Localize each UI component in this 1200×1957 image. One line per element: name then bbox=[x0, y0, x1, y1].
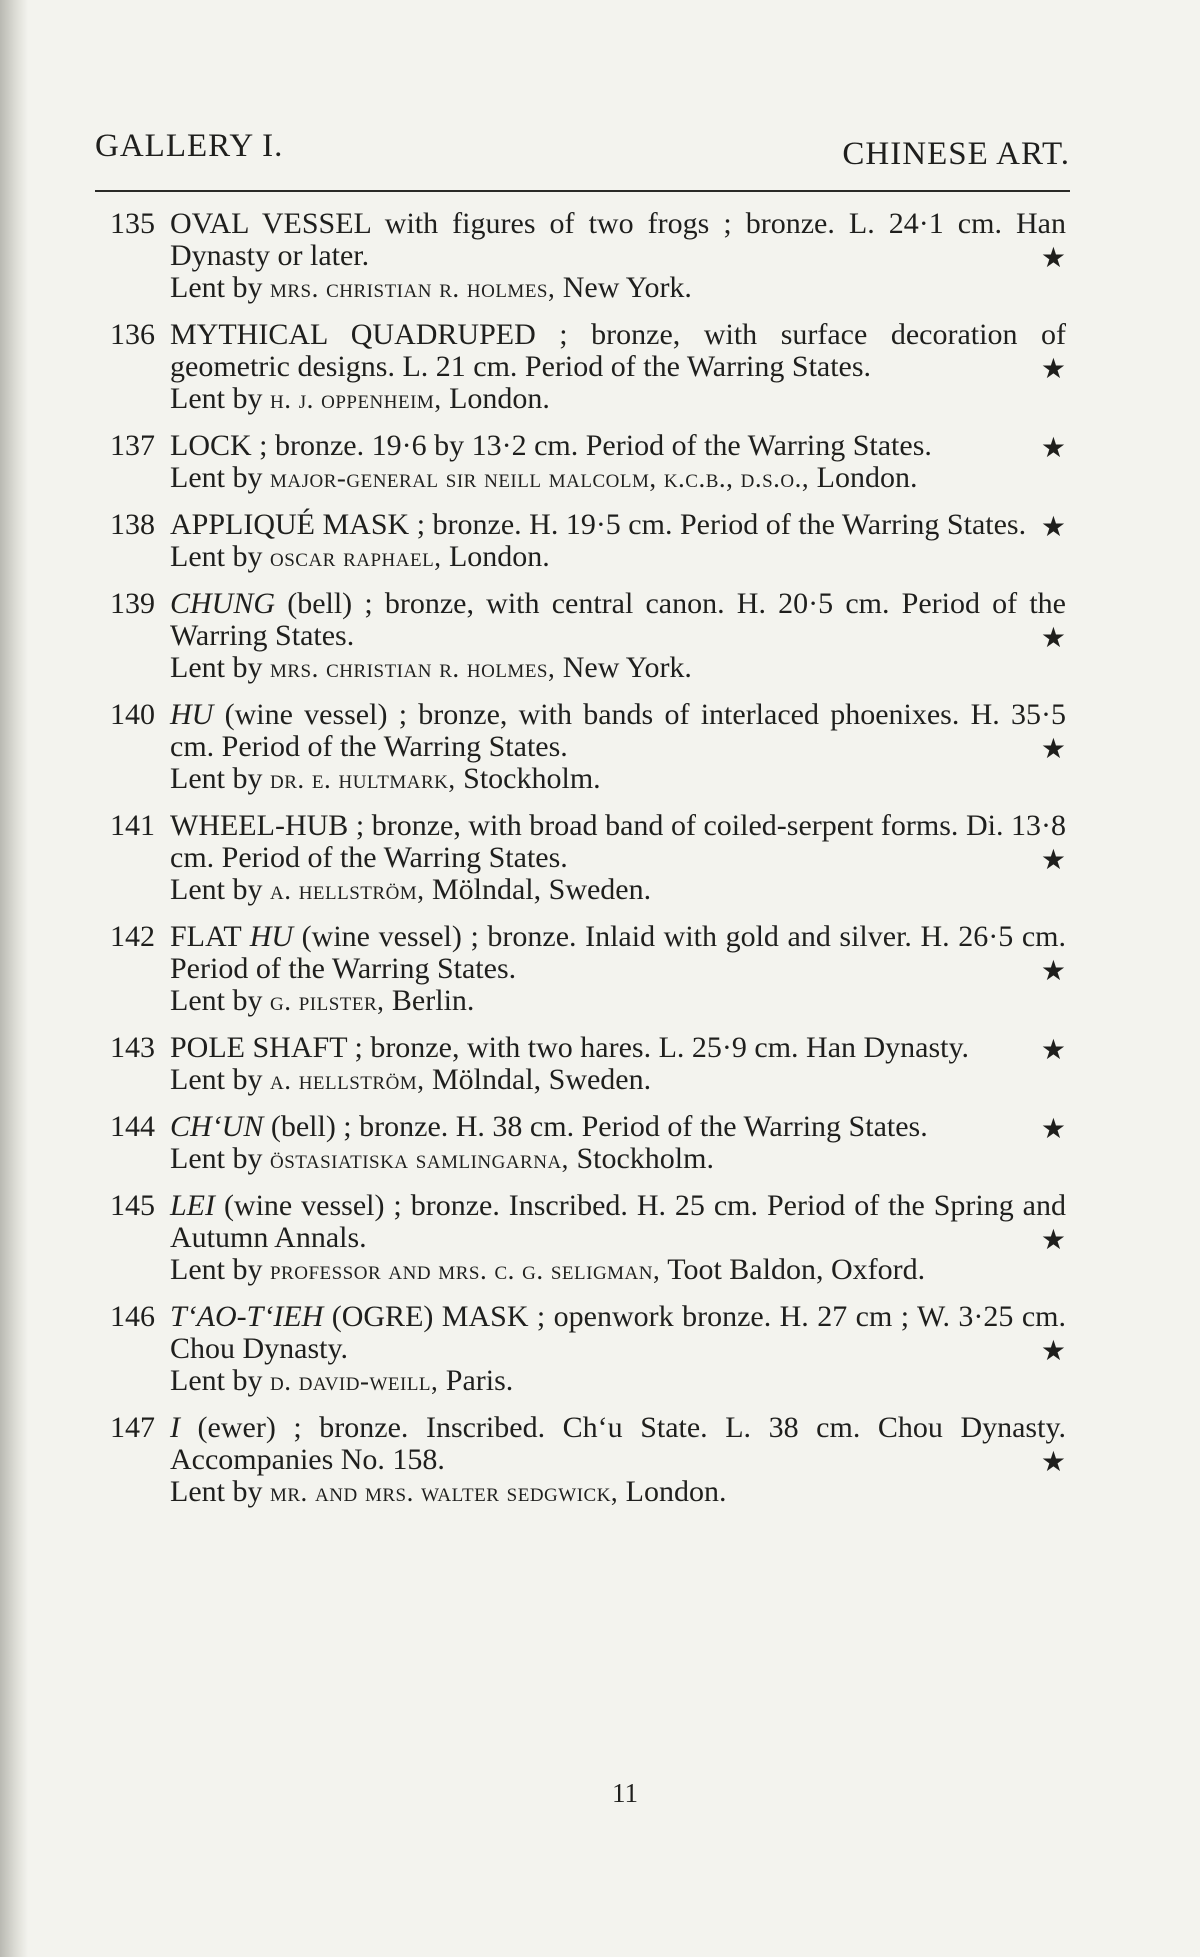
lender-place: Stockholm. bbox=[576, 1142, 714, 1175]
entry-lender-line bbox=[170, 763, 1066, 795]
lent-by-prefix: Lent by bbox=[170, 271, 263, 304]
lent-by-prefix: Lent by bbox=[170, 1253, 263, 1286]
entry-text: (wine vessel) ; bronze. Inscribed. H. 25 cm. Period of the Spring and Autumn Annals. bbox=[170, 1189, 1066, 1254]
entry-description bbox=[170, 208, 1070, 304]
catalogue-entry bbox=[110, 1301, 1070, 1397]
star-icon: ★ bbox=[1040, 1334, 1066, 1367]
star-icon: ★ bbox=[1040, 510, 1066, 543]
lender-place: London. bbox=[448, 540, 550, 573]
entry-number: 141 bbox=[110, 809, 155, 842]
lent-by-prefix: Lent by bbox=[170, 1142, 263, 1175]
entry-description bbox=[170, 430, 1070, 494]
entry-romanized-name: HU bbox=[170, 698, 214, 731]
catalogue-entry bbox=[110, 1032, 1070, 1096]
lent-by-prefix: Lent by bbox=[170, 984, 263, 1017]
lent-by-prefix: Lent by bbox=[170, 540, 263, 573]
lender-name: mr. and mrs. walter sedgwick, bbox=[269, 1477, 619, 1507]
entry-text: APPLIQUÉ MASK ; bronze. H. 19·5 cm. Period of the Warring States. bbox=[170, 508, 1027, 541]
entry-text: LOCK ; bronze. 19·6 by 13·2 cm. Period of the Warring States. bbox=[170, 429, 932, 462]
star-icon: ★ bbox=[1040, 352, 1066, 385]
entry-number: 147 bbox=[110, 1411, 155, 1444]
entry-number: 138 bbox=[110, 508, 155, 541]
entry-text: (wine vessel) ; bronze. Inlaid with gold and silver. H. 26·5 cm. Period of the Warring States. bbox=[170, 920, 1066, 985]
entry-text: OVAL VESSEL with figures of two frogs ; bronze. L. 24·1 cm. Han Dynasty or later. bbox=[170, 207, 1066, 272]
running-header bbox=[95, 128, 1070, 188]
lender-place: Berlin. bbox=[391, 984, 475, 1017]
star-icon: ★ bbox=[1040, 843, 1066, 876]
catalogue-entry bbox=[110, 810, 1070, 906]
entry-romanized-name: T‘AO-T‘IEH bbox=[170, 1300, 324, 1333]
entry-romanized-name: CHUNG bbox=[170, 587, 276, 620]
entry-description bbox=[170, 1111, 1070, 1175]
entry-lender-line bbox=[170, 652, 1066, 684]
lender-name: oscar raphael, bbox=[269, 542, 442, 572]
page-binding-shadow bbox=[0, 0, 28, 1957]
lender-place: Toot Baldon, Oxford. bbox=[667, 1253, 926, 1286]
entry-lender-line bbox=[170, 1254, 1066, 1286]
star-icon: ★ bbox=[1040, 621, 1066, 654]
entry-lender-line bbox=[170, 1143, 1066, 1175]
lender-name: a. hellström, bbox=[269, 875, 425, 905]
lent-by-prefix: Lent by bbox=[170, 1063, 263, 1096]
entry-number: 140 bbox=[110, 698, 155, 731]
lender-place: Paris. bbox=[445, 1364, 514, 1397]
lender-place: London. bbox=[449, 382, 550, 415]
lender-name: professor and mrs. c. g. seligman, bbox=[269, 1255, 661, 1285]
lender-place: Stockholm. bbox=[463, 762, 601, 795]
entry-text: WHEEL-HUB ; bronze, with broad band of coiled-serpent forms. Di. 13·8 cm. Period of the Warring States. bbox=[170, 809, 1066, 874]
entry-romanized-name: I bbox=[170, 1411, 180, 1444]
lent-by-prefix: Lent by bbox=[170, 1475, 263, 1508]
entry-text: (bell) ; bronze, with central canon. H. 20·5 cm. Period of the Warring States. bbox=[170, 587, 1066, 652]
entry-romanized-name: HU bbox=[249, 920, 294, 953]
page-number: 11 bbox=[612, 1778, 638, 1808]
entry-number: 144 bbox=[110, 1110, 155, 1143]
entry-description bbox=[170, 509, 1070, 573]
lender-place: New York. bbox=[562, 271, 692, 304]
entry-lead-text: FLAT bbox=[170, 920, 250, 953]
lender-name: a. hellström, bbox=[269, 1065, 425, 1095]
entry-lender-line bbox=[170, 462, 1066, 494]
entry-lender-line bbox=[170, 1365, 1066, 1397]
lender-place: New York. bbox=[562, 651, 692, 684]
catalogue-entry bbox=[110, 1412, 1070, 1508]
entry-text: (bell) ; bronze. H. 38 cm. Period of the Warring States. bbox=[263, 1110, 928, 1143]
star-icon: ★ bbox=[1040, 431, 1066, 464]
entry-description bbox=[170, 810, 1070, 906]
catalogue-entries bbox=[110, 208, 1070, 1523]
entry-text: MYTHICAL QUADRUPED ; bronze, with surface decoration of geometric designs. L. 21 cm. Period of the Warring States. bbox=[170, 318, 1066, 383]
entry-lender-line bbox=[170, 541, 1066, 573]
entry-description bbox=[170, 1412, 1070, 1508]
entry-number: 143 bbox=[110, 1031, 155, 1064]
lender-name: mrs. christian r. holmes, bbox=[269, 273, 556, 303]
catalogue-entry bbox=[110, 319, 1070, 415]
entry-description bbox=[170, 319, 1070, 415]
entry-number: 135 bbox=[110, 207, 155, 240]
entry-lender-line bbox=[170, 1064, 1066, 1096]
entry-description bbox=[170, 1301, 1070, 1397]
lender-name: h. j. oppenheim, bbox=[269, 384, 442, 414]
lender-name: g. pilster, bbox=[269, 986, 385, 1016]
lender-place: London. bbox=[816, 461, 918, 494]
catalogue-entry bbox=[110, 430, 1070, 494]
lender-place: Mölndal, Sweden. bbox=[431, 1063, 652, 1096]
entry-romanized-name: CH‘UN bbox=[170, 1110, 264, 1143]
lent-by-prefix: Lent by bbox=[170, 762, 263, 795]
star-icon: ★ bbox=[1040, 1445, 1066, 1478]
entry-description bbox=[170, 1032, 1070, 1096]
entry-number: 146 bbox=[110, 1300, 155, 1333]
lender-place: London. bbox=[625, 1475, 727, 1508]
entry-number: 137 bbox=[110, 429, 155, 462]
catalogue-entry bbox=[110, 509, 1070, 573]
header-section: CHINESE ART. bbox=[842, 136, 1070, 172]
entry-description bbox=[170, 588, 1070, 684]
entry-lender-line bbox=[170, 874, 1066, 906]
lender-name: östasiatiska samlingarna, bbox=[269, 1144, 569, 1174]
entry-number: 136 bbox=[110, 318, 155, 351]
entry-description bbox=[170, 699, 1070, 795]
star-icon: ★ bbox=[1040, 732, 1066, 765]
header-gallery: GALLERY I. bbox=[95, 128, 284, 164]
star-icon: ★ bbox=[1040, 241, 1066, 274]
entry-text: (wine vessel) ; bronze, with bands of interlaced phoenixes. H. 35·5 cm. Period of the Warring States. bbox=[170, 698, 1066, 763]
entry-text: (OGRE) MASK ; openwork bronze. H. 27 cm ; W. 3·25 cm. Chou Dynasty. bbox=[170, 1300, 1066, 1365]
catalogue-entry bbox=[110, 588, 1070, 684]
entry-number: 145 bbox=[110, 1189, 155, 1222]
header-rule bbox=[95, 190, 1070, 192]
lender-name: d. david-weill, bbox=[269, 1366, 439, 1396]
catalogue-entry bbox=[110, 208, 1070, 304]
catalogue-entry bbox=[110, 1190, 1070, 1286]
entry-number: 139 bbox=[110, 587, 155, 620]
star-icon: ★ bbox=[1040, 1033, 1066, 1066]
entry-lender-line bbox=[170, 985, 1066, 1017]
lent-by-prefix: Lent by bbox=[170, 1364, 263, 1397]
catalogue-entry bbox=[110, 921, 1070, 1017]
entry-number: 142 bbox=[110, 920, 155, 953]
entry-romanized-name: LEI bbox=[170, 1189, 215, 1222]
star-icon: ★ bbox=[1040, 954, 1066, 987]
entry-description bbox=[170, 921, 1070, 1017]
lent-by-prefix: Lent by bbox=[170, 382, 263, 415]
lender-place: Mölndal, Sweden. bbox=[431, 873, 652, 906]
entry-text: POLE SHAFT ; bronze, with two hares. L. 25·9 cm. Han Dynasty. bbox=[170, 1031, 970, 1064]
star-icon: ★ bbox=[1040, 1223, 1066, 1256]
entry-description bbox=[170, 1190, 1070, 1286]
lender-name: mrs. christian r. holmes, bbox=[269, 653, 556, 683]
entry-lender-line bbox=[170, 1476, 1066, 1508]
lender-name: dr. e. hultmark, bbox=[269, 764, 456, 794]
catalogue-entry bbox=[110, 1111, 1070, 1175]
catalogue-entry bbox=[110, 699, 1070, 795]
lent-by-prefix: Lent by bbox=[170, 461, 263, 494]
lent-by-prefix: Lent by bbox=[170, 651, 263, 684]
lent-by-prefix: Lent by bbox=[170, 873, 263, 906]
star-icon: ★ bbox=[1040, 1112, 1066, 1145]
entry-lender-line bbox=[170, 383, 1066, 415]
entry-lender-line bbox=[170, 272, 1066, 304]
lender-name: major-general sir neill malcolm, k.c.b., d.s.o., bbox=[269, 463, 810, 493]
entry-text: (ewer) ; bronze. Inscribed. Ch‘u State. L. 38 cm. Chou Dynasty. Accompanies No. 158. bbox=[170, 1411, 1066, 1476]
